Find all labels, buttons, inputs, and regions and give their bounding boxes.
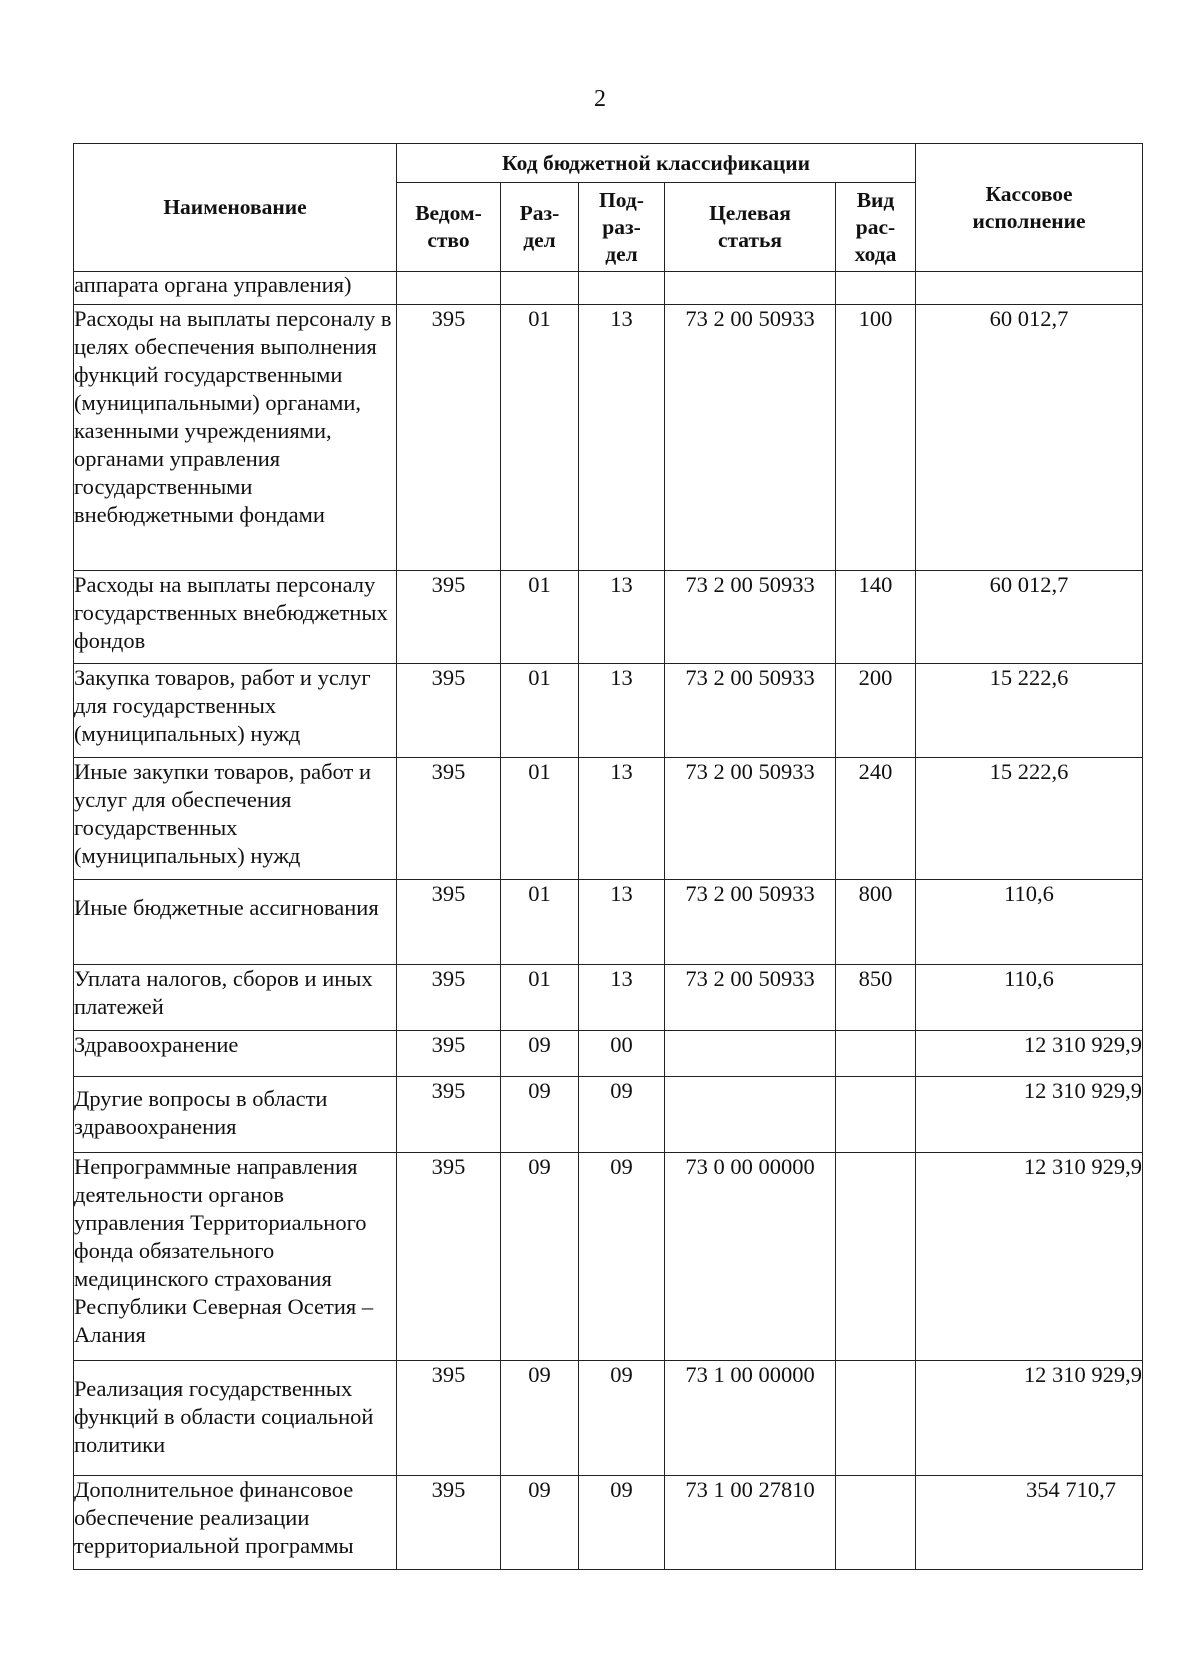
table-row-continuation [74, 272, 1143, 305]
row-continuation-name: аппарата органа управления) [74, 272, 397, 305]
row-target: 73 1 00 27810 [665, 1476, 836, 1570]
row-target: 73 2 00 50933 [665, 965, 836, 1031]
row-section: 01 [501, 664, 579, 758]
row-dept: 395 [397, 664, 501, 758]
row-name: Здравоохранение [74, 1031, 397, 1077]
row-execution: 354 710,7 [916, 1476, 1143, 1570]
table-row [74, 664, 1143, 758]
row-section: 09 [501, 1077, 579, 1153]
header-subsection [579, 183, 665, 272]
row-section: 01 [501, 305, 579, 571]
row-dept: 395 [397, 1031, 501, 1077]
row-name: Уплата налогов, сборов и иных платежей [74, 965, 397, 1031]
row-execution: 12 310 929,9 [916, 1031, 1143, 1077]
row-subsection: 13 [579, 758, 665, 880]
header-name: Наименование [74, 144, 397, 272]
row-name: Иные бюджетные ассигнования [74, 880, 397, 965]
row-expense-type: 240 [836, 758, 916, 880]
row-dept: 395 [397, 880, 501, 965]
header-expense-type-label: Вид рас-хода [854, 187, 897, 266]
header-dept-label: Ведом-ство [415, 201, 482, 252]
row-section: 09 [501, 1031, 579, 1077]
row-dept: 395 [397, 1476, 501, 1570]
row-section: 09 [501, 1361, 579, 1476]
row-expense-type [836, 1031, 916, 1077]
row-subsection: 09 [579, 1153, 665, 1361]
header-subsection-label: Под-раз-дел [599, 187, 644, 266]
table-row [74, 965, 1143, 1031]
row-name: Иные закупки товаров, работ и услуг для обеспечения государственных (муниципальных) нужд [74, 758, 397, 880]
header-execution-label: Кассовое исполнение [972, 181, 1086, 233]
row-target: 73 2 00 50933 [665, 758, 836, 880]
row-section: 01 [501, 758, 579, 880]
row-execution: 60 012,7 [916, 571, 1143, 664]
row-subsection: 13 [579, 305, 665, 571]
row-expense-type [836, 1153, 916, 1361]
row-name: Другие вопросы в области здравоохранения [74, 1077, 397, 1153]
header-execution [916, 144, 1143, 272]
row-section: 09 [501, 1153, 579, 1361]
row-section: 01 [501, 880, 579, 965]
row-dept: 395 [397, 305, 501, 571]
row-dept: 395 [397, 1361, 501, 1476]
row-section: 01 [501, 965, 579, 1031]
row-expense-type: 850 [836, 965, 916, 1031]
row-subsection: 09 [579, 1077, 665, 1153]
row-dept: 395 [397, 571, 501, 664]
row-dept: 395 [397, 1077, 501, 1153]
header-dept [397, 183, 501, 272]
header-expense-type [836, 183, 916, 272]
budget-table [73, 143, 1143, 1570]
row-target: 73 2 00 50933 [665, 571, 836, 664]
table-row [74, 1361, 1143, 1476]
row-execution: 12 310 929,9 [916, 1077, 1143, 1153]
row-expense-type: 800 [836, 880, 916, 965]
row-dept: 395 [397, 965, 501, 1031]
row-subsection: 13 [579, 965, 665, 1031]
row-expense-type [836, 1361, 916, 1476]
row-subsection: 09 [579, 1476, 665, 1570]
row-section: 01 [501, 571, 579, 664]
table-row [74, 1153, 1143, 1361]
row-target: 73 0 00 00000 [665, 1153, 836, 1361]
row-target: 73 1 00 00000 [665, 1361, 836, 1476]
row-execution: 12 310 929,9 [916, 1153, 1143, 1361]
row-name: Непрограммные направления деятельности органов управления Территориального фонда обязательного медицинского страхования Республики Северная Осетия – Алания [74, 1153, 397, 1361]
table-row [74, 1077, 1143, 1153]
row-name: Расходы на выплаты персоналу государственных внебюджетных фондов [74, 571, 397, 664]
row-expense-type: 140 [836, 571, 916, 664]
row-subsection: 09 [579, 1361, 665, 1476]
row-target: 73 2 00 50933 [665, 305, 836, 571]
row-execution: 15 222,6 [916, 664, 1143, 758]
row-dept: 395 [397, 758, 501, 880]
row-subsection: 13 [579, 571, 665, 664]
row-target: 73 2 00 50933 [665, 664, 836, 758]
row-target: 73 2 00 50933 [665, 880, 836, 965]
row-execution: 110,6 [916, 880, 1143, 965]
row-dept: 395 [397, 1153, 501, 1361]
header-target-label: Целевая статья [709, 201, 791, 252]
header-target [665, 183, 836, 272]
row-expense-type [836, 1476, 916, 1570]
row-section: 09 [501, 1476, 579, 1570]
table-body [74, 272, 1143, 1570]
row-expense-type [836, 1077, 916, 1153]
header-section [501, 183, 579, 272]
table-row [74, 571, 1143, 664]
row-subsection: 13 [579, 664, 665, 758]
table-header [74, 144, 1143, 272]
row-execution: 60 012,7 [916, 305, 1143, 571]
header-section-label: Раз-дел [519, 201, 560, 252]
row-name: Дополнительное финансовое обеспечение реализации территориальной программы [74, 1476, 397, 1570]
table-row [74, 758, 1143, 880]
row-target [665, 1031, 836, 1077]
row-subsection: 00 [579, 1031, 665, 1077]
table-row [74, 305, 1143, 571]
row-execution: 110,6 [916, 965, 1143, 1031]
row-expense-type: 200 [836, 664, 916, 758]
row-target [665, 1077, 836, 1153]
table-row [74, 1031, 1143, 1077]
row-subsection: 13 [579, 880, 665, 965]
row-name: Закупка товаров, работ и услуг для государственных (муниципальных) нужд [74, 664, 397, 758]
row-name: Расходы на выплаты персоналу в целях обеспечения выполнения функций государственными (муниципальными) органами, казенными учреждениями, органами управления государственными внебюджетными фондами [74, 305, 397, 571]
row-name: Реализация государственных функций в области социальной политики [74, 1361, 397, 1476]
row-execution: 12 310 929,9 [916, 1361, 1143, 1476]
page-number: 2 [594, 86, 606, 112]
row-expense-type: 100 [836, 305, 916, 571]
header-budget-code-group: Код бюджетной классификации [397, 144, 916, 183]
table-row [74, 1476, 1143, 1570]
table-row [74, 880, 1143, 965]
row-execution: 15 222,6 [916, 758, 1143, 880]
